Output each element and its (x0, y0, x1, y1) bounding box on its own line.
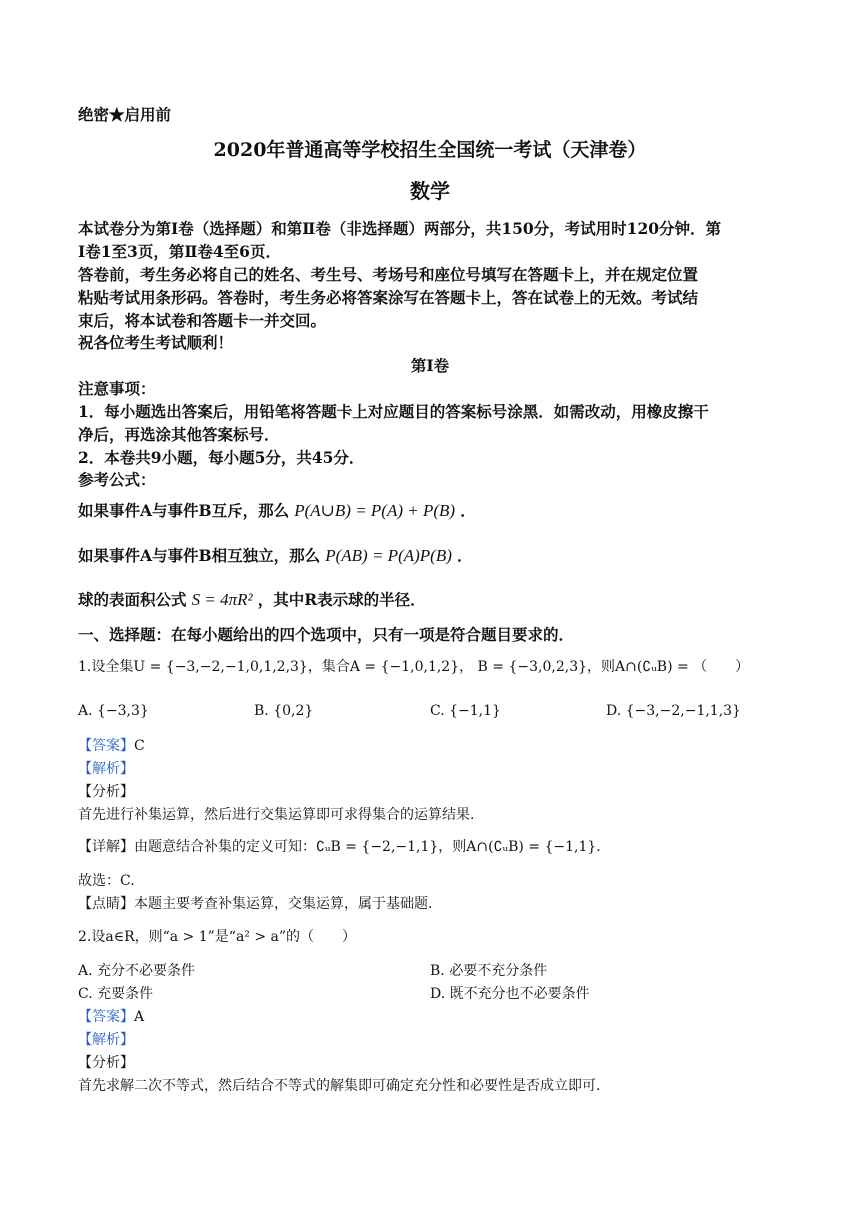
q1-fenxi: 首先进行补集运算，然后进行交集运算即可求得集合的运算结果. (78, 807, 475, 823)
formula-text: 如果事件A与事件B相互独立，那么 (78, 546, 321, 565)
q2-analysis-tag: 【解析】 (78, 1032, 134, 1048)
q1-answer (78, 739, 145, 753)
formula-text: 球的表面积公式 (78, 590, 187, 609)
answer-value: A (134, 1009, 145, 1025)
q1-fenxi-tag: 【分析】 (78, 784, 134, 800)
intro-line: 粘贴考试用条形码。答卷时，考生务必将答案涂写在答题卡上，答在试卷上的无效。考试结 (78, 288, 699, 307)
formula-union (78, 502, 476, 519)
q2-fenxi-tag: 【分析】 (78, 1055, 134, 1071)
q1-option-b: B. {0,2} (254, 703, 314, 719)
formula-sphere (78, 591, 426, 608)
formula-math: S = 4πR² (191, 590, 253, 609)
q1-option-a: A. {−3,3} (78, 703, 149, 719)
exam-title: 2020年普通高等学校招生全国统一考试（天津卷） (213, 139, 647, 161)
q2-option-a: A. 充分不必要条件 (78, 963, 196, 979)
question-1-stem: 1.设全集U = {−3,−2,−1,0,1,2,3}，集合A = {−1,0,1,2}， B = {−3,0,2,3}，则A∩(∁ᵤB) = （ ） (78, 659, 750, 675)
part-heading: 第I卷 (410, 356, 450, 375)
note-line: 1．每小题选出答案后，用铅笔将答题卡上对应题目的答案标号涂黑．如需改动，用橡皮擦干 (78, 402, 709, 421)
formula-independent (78, 547, 472, 564)
intro-line: 祝各位考生考试顺利！ (78, 333, 234, 352)
q2-answer (78, 1010, 144, 1024)
q1-option-d: D. {−3,−2,−1,1,3} (606, 703, 741, 719)
q2-option-c: C. 充要条件 (78, 986, 154, 1002)
q2-fenxi: 首先求解二次不等式，然后结合不等式的解集即可确定充分性和必要性是否成立即可. (78, 1078, 601, 1094)
subject-title: 数学 (410, 179, 450, 203)
intro-line: 本试卷分为第Ⅰ卷（选择题）和第Ⅱ卷（非选择题）两部分，共150分，考试用时120分钟．第 (78, 219, 722, 238)
q1-analysis-tag: 【解析】 (78, 761, 134, 777)
notes-title: 注意事项： (78, 379, 156, 398)
answer-tag: 【答案】 (78, 738, 134, 754)
answer-value: C (134, 738, 145, 754)
answer-tag: 【答案】 (78, 1009, 134, 1025)
note-line: 净后，再选涂其他答案标号． (78, 425, 280, 444)
formula-end: ． (460, 501, 476, 520)
q1-option-c: C. {−1,1} (430, 703, 501, 719)
q2-option-d: D. 既不充分也不必要条件 (430, 986, 590, 1002)
note-line: 2．本卷共9小题，每小题5分，共45分． (78, 448, 365, 467)
question-2-stem: 2.设a∈R，则“a > 1”是“a² > a”的（ ） (78, 929, 357, 945)
intro-line: 束后，将本试卷和答题卡一并交回。 (78, 311, 327, 330)
intro-line: Ⅰ卷1至3页，第Ⅱ卷4至6页． (78, 242, 281, 261)
formula-text: ，其中R表示球的半径． (257, 590, 426, 609)
intro-line: 答卷前，考生务必将自己的姓名、考生号、考场号和座位号填写在答题卡上，并在规定位置 (78, 265, 699, 284)
q1-detail: 【详解】由题意结合补集的定义可知：∁ᵤB = {−2,−1,1}，则A∩(∁ᵤB) = {−1,1}. (78, 839, 601, 855)
q2-option-b: B. 必要不充分条件 (430, 963, 548, 979)
q1-remark: 【点睛】本题主要考查补集运算，交集运算，属于基础题. (78, 896, 433, 912)
formula-end: ． (456, 546, 473, 565)
formula-math: P(A∪B) = P(A) + P(B) (294, 501, 456, 520)
secret-label: 绝密★启用前 (78, 105, 172, 124)
q1-conclusion: 故选：C. (78, 873, 135, 889)
reference-title: 参考公式： (78, 470, 156, 489)
formula-text: 如果事件A与事件B互斥，那么 (78, 501, 290, 520)
formula-math: P(AB) = P(A)P(B) (325, 546, 452, 565)
section-heading: 一、选择题：在每小题给出的四个选项中，只有一项是符合题目要求的． (78, 625, 575, 644)
